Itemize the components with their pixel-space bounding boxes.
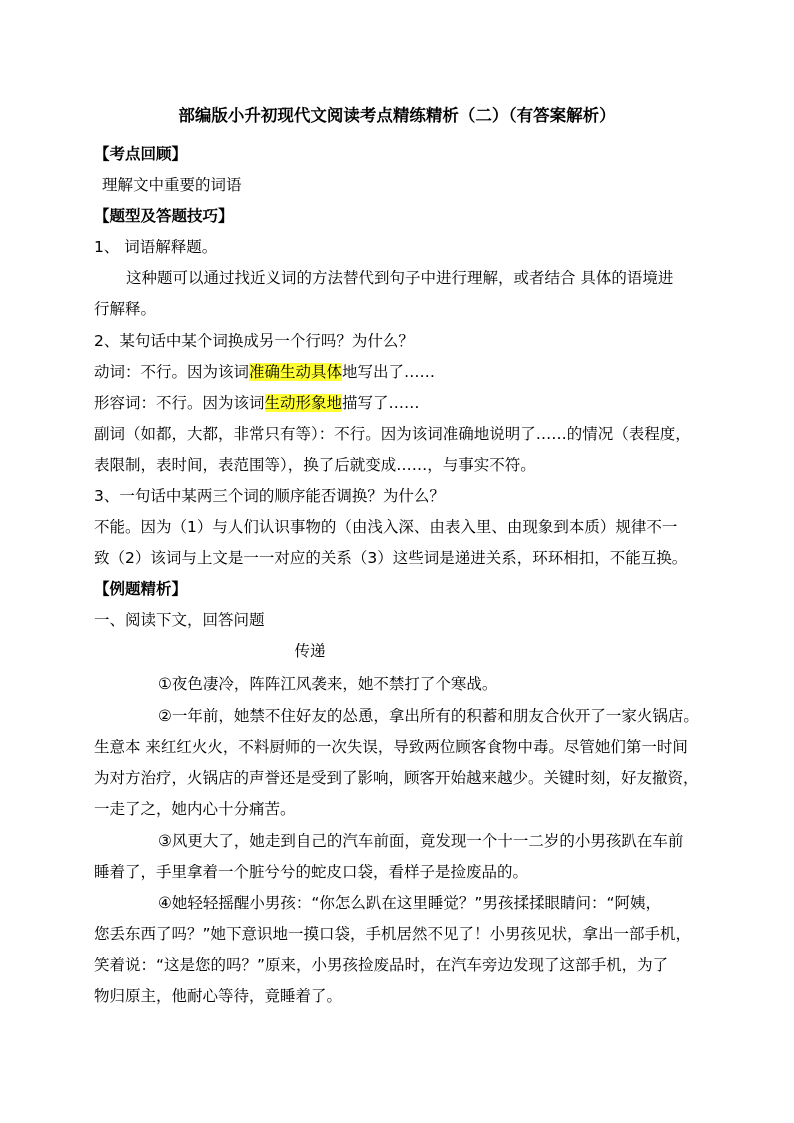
q3-body-line1: 不能。因为（1）与人们认识事物的（由浅入深、由表入里、由现象到本质）规律不一 xyxy=(94,518,678,536)
q2-verb-line xyxy=(94,362,435,382)
review-text: 理解文中重要的词语 xyxy=(102,176,242,194)
q3-title: 3、一句话中某两三个词的顺序能否调换？为什么？ xyxy=(94,487,445,505)
story-paragraph-4-line3: 笑着说：“这是您的吗？”原来，小男孩捡废品时，在汽车旁边发现了这部手机，为了 xyxy=(94,956,669,974)
q2-adverb-line1: 副词（如都，大都，非常只有等）：不行。因为该词准确地说明了……的情况（表程度， xyxy=(94,425,691,443)
story-title: 传递 xyxy=(294,642,326,660)
review-heading: 【考点回顾】 xyxy=(94,145,188,163)
q1-body-line1: 这种题可以通过找近义词的方法替代到句子中进行理解，或者结合 具体的语境进 xyxy=(126,269,674,287)
examples-heading: 【例题精析】 xyxy=(94,580,188,598)
story-paragraph-4-line4: 物归原主，他耐心等待，竟睡着了。 xyxy=(94,987,343,1005)
q2-adj-line xyxy=(94,393,420,413)
story-paragraph-4-line2: 您丢东西了吗？”她下意识地一摸口袋，手机居然不见了！小男孩见状，拿出一部手机， xyxy=(94,925,692,943)
story-paragraph-1: ①夜色凄冷，阵阵江风袭来，她不禁打了个寒战。 xyxy=(158,675,498,693)
q1-title: 1、 词语解释题。 xyxy=(94,238,218,256)
q2-verb-prefix: 动词：不行。因为该词 xyxy=(94,363,250,381)
document-title: 部编版小升初现代文阅读考点精练精析（二）（有答案解析） xyxy=(178,106,616,125)
q2-verb-suffix: 地写出了…… xyxy=(342,363,436,381)
story-paragraph-2-line1: ②一年前，她禁不住好友的怂恿，拿出所有的积蓄和朋友合伙开了一家火锅店。 xyxy=(158,707,699,725)
q1-body-line2: 行解释。 xyxy=(94,300,157,318)
story-paragraph-2-line4: 一走了之，她内心十分痛苦。 xyxy=(94,800,296,818)
q2-title: 2、某句话中某个词换成另一个行吗？为什么？ xyxy=(94,332,414,350)
story-paragraph-2-line3: 为对方治疗，火锅店的声誉还是受到了影响，顾客开始越来越少。关键时刻，好友撤资， xyxy=(94,769,699,787)
q2-adj-suffix: 描写了…… xyxy=(342,394,420,412)
q2-adj-prefix: 形容词：不行。因为该词 xyxy=(94,394,265,412)
story-paragraph-4-line1: ④她轻轻摇醒小男孩：“你怎么趴在这里睡觉？”男孩揉揉眼睛问：“阿姨， xyxy=(158,894,661,912)
types-heading: 【题型及答题技巧】 xyxy=(94,207,234,225)
story-paragraph-3-line2: 睡着了，手里拿着一个脏兮兮的蛇皮口袋，看样子是捡废品的。 xyxy=(94,863,529,881)
q2-adverb-line2: 表限制，表时间，表范围等），换了后就变成……，与事实不符。 xyxy=(94,456,536,474)
reading-intro: 一、阅读下文，回答问题 xyxy=(94,611,265,629)
story-paragraph-2-line2: 生意本 来红红火火，不料厨师的一次失误，导致两位顾客食物中毒。尽管她们第一时间 xyxy=(94,738,688,756)
highlighted-phrase: 准确生动具体 xyxy=(249,363,343,381)
q3-body-line2: 致（2）该词与上文是一一对应的关系（3）这些词是递进关系，环环相扣，不能互换。 xyxy=(94,549,688,567)
highlighted-phrase: 生动形象地 xyxy=(264,394,343,412)
story-paragraph-3-line1: ③风更大了，她走到自己的汽车前面，竟发现一个十一二岁的小男孩趴在车前 xyxy=(158,832,684,850)
